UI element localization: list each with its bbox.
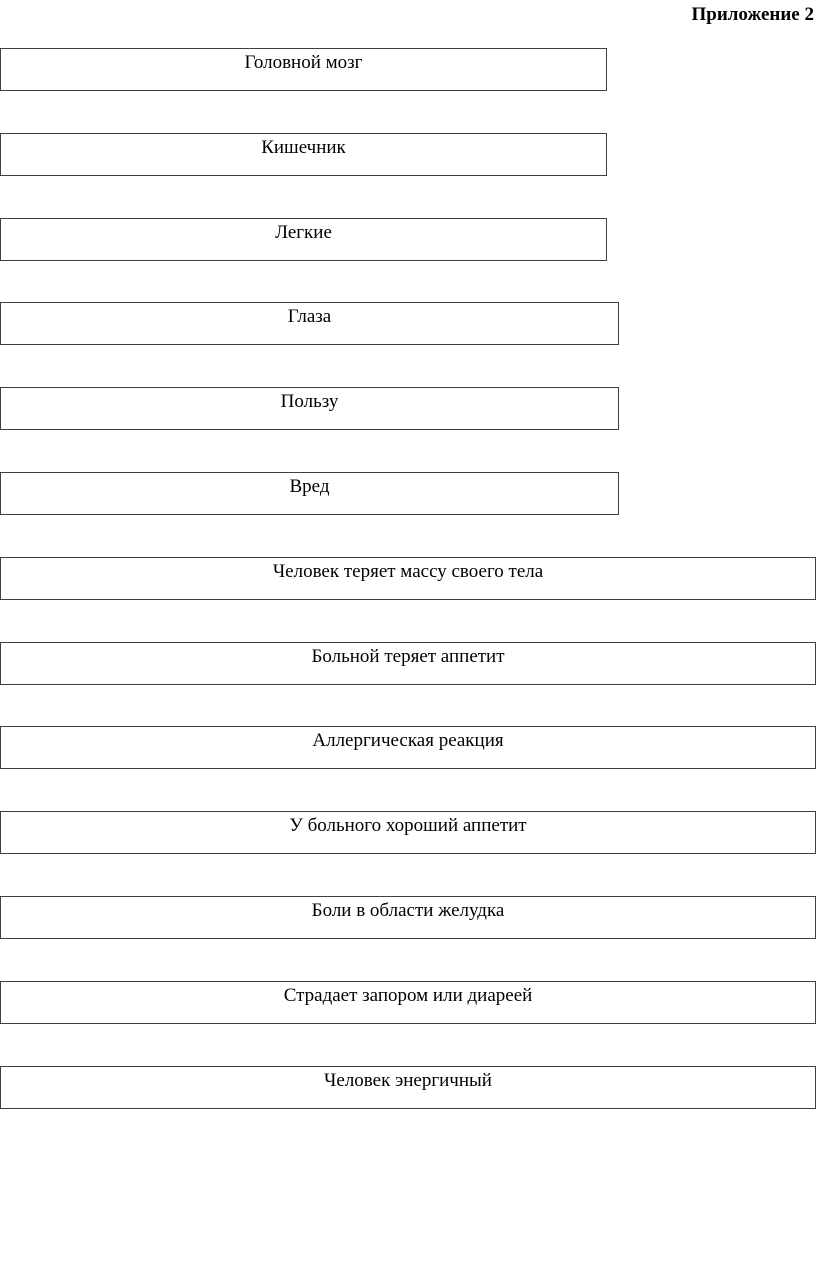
card-harm: Вред (0, 472, 619, 515)
card-weight-loss: Человек теряет массу своего тела (0, 557, 816, 600)
card-allergic-reaction: Аллергическая реакция (0, 726, 816, 769)
card-intestine: Кишечник (0, 133, 607, 176)
card-energetic: Человек энергичный (0, 1066, 816, 1109)
card-appetite-loss: Больной теряет аппетит (0, 642, 816, 685)
card-lungs: Легкие (0, 218, 607, 261)
card-constipation: Страдает запором или диареей (0, 981, 816, 1024)
card-good-appetite: У больного хороший аппетит (0, 811, 816, 854)
card-benefit: Пользу (0, 387, 619, 430)
card-eyes: Глаза (0, 302, 619, 345)
card-stomach-pain: Боли в области желудка (0, 896, 816, 939)
appendix-title: Приложение 2 (691, 4, 814, 25)
card-brain: Головной мозг (0, 48, 607, 91)
